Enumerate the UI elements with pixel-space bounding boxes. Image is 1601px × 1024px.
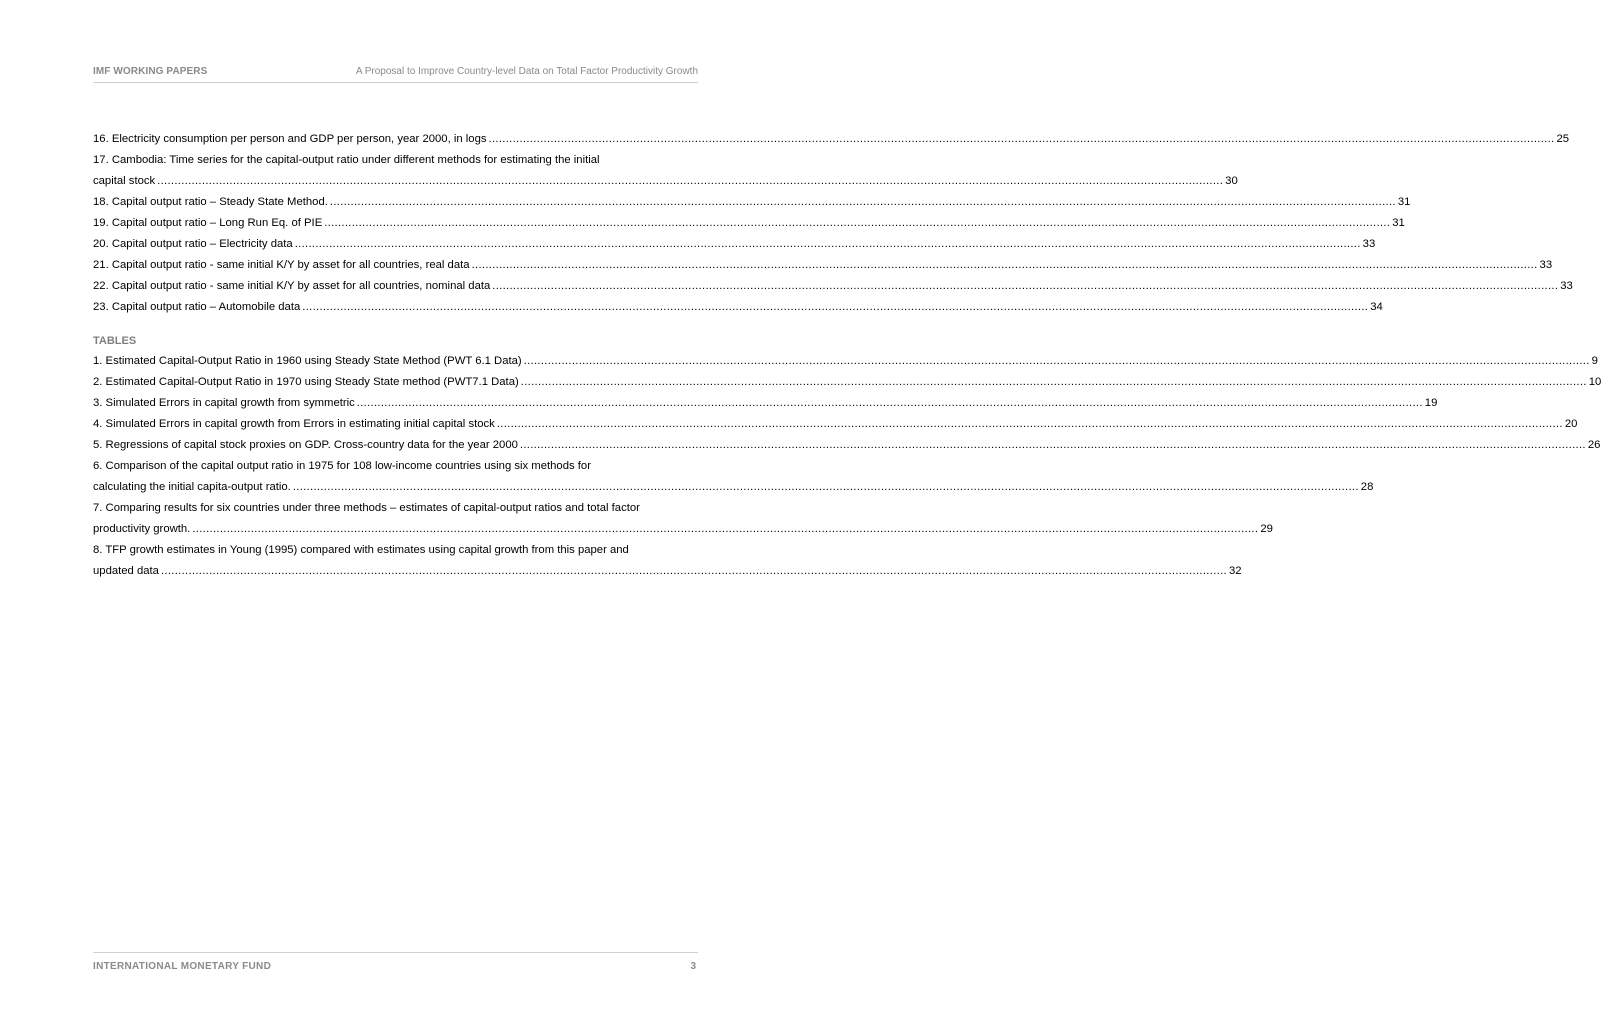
toc-entry-table-6[interactable]: 6. Comparison of the capital output ratio in 1975 for 108 low-income countries using six methods for calculating the initial capita-output ratio. ..... 28 xyxy=(93,456,698,498)
toc-entry-table-8[interactable]: 8. TFP growth estimates in Young (1995) compared with estimates using capital growth from this paper and updated data ..... 32 xyxy=(93,540,698,582)
toc-entry-table-5[interactable]: 5. Regressions of capital stock proxies on GDP. Cross-country data for the year 2000 ..... 26 xyxy=(93,435,698,456)
toc-entry-figure-19[interactable]: 19. Capital output ratio – Long Run Eq. of PIE ..... 31 xyxy=(93,213,698,234)
toc-entry-figure-22[interactable]: 22. Capital output ratio - same initial K/Y by asset for all countries, nominal data ..... 33 xyxy=(93,276,698,297)
table-of-contents xyxy=(93,129,1601,582)
figures-list xyxy=(93,129,1573,318)
toc-entry-table-1[interactable]: 1. Estimated Capital-Output Ratio in 1960 using Steady State Method (PWT 6.1 Data) ..... 9 xyxy=(93,351,698,372)
toc-entry-table-7[interactable]: 7. Comparing results for six countries under three methods – estimates of capital-output ratios and total factor productivity growth. ..... 29 xyxy=(93,498,698,540)
toc-entry-figure-16[interactable]: 16. Electricity consumption per person and GDP per person, year 2000, in logs ..... 25 xyxy=(93,129,698,150)
toc-entry-figure-20[interactable]: 20. Capital output ratio – Electricity data ..... 33 xyxy=(93,234,698,255)
toc-entry-table-3[interactable]: 3. Simulated Errors in capital growth from symmetric ..... 19 xyxy=(93,393,698,414)
header-paper-title: A Proposal to Improve Country-level Data on Total Factor Productivity Growth xyxy=(355,66,698,77)
header-series-title: IMF WORKING PAPERS xyxy=(93,66,208,77)
toc-entry-table-4[interactable]: 4. Simulated Errors in capital growth from Errors in estimating initial capital stock ..... 20 xyxy=(93,414,698,435)
header-divider xyxy=(93,82,698,83)
footer-divider xyxy=(93,952,698,953)
tables-heading: TABLES xyxy=(93,335,137,347)
footer-organization: INTERNATIONAL MONETARY FUND xyxy=(93,961,272,972)
toc-entry-figure-17[interactable]: 17. Cambodia: Time series for the capital-output ratio under different methods for estimating the initial capital stock ..... 30 xyxy=(93,150,698,192)
toc-entry-figure-18[interactable]: 18. Capital output ratio – Steady State Method. ..... 31 xyxy=(93,192,698,213)
page-number: 3 xyxy=(690,961,696,972)
tables-list xyxy=(93,351,1601,582)
toc-entry-figure-21[interactable]: 21. Capital output ratio - same initial K/Y by asset for all countries, real data ..... 33 xyxy=(93,255,698,276)
toc-entry-figure-23[interactable]: 23. Capital output ratio – Automobile data ..... 34 xyxy=(93,297,698,318)
toc-entry-table-2[interactable]: 2. Estimated Capital-Output Ratio in 1970 using Steady State method (PWT7.1 Data) ..... 10 xyxy=(93,372,698,393)
